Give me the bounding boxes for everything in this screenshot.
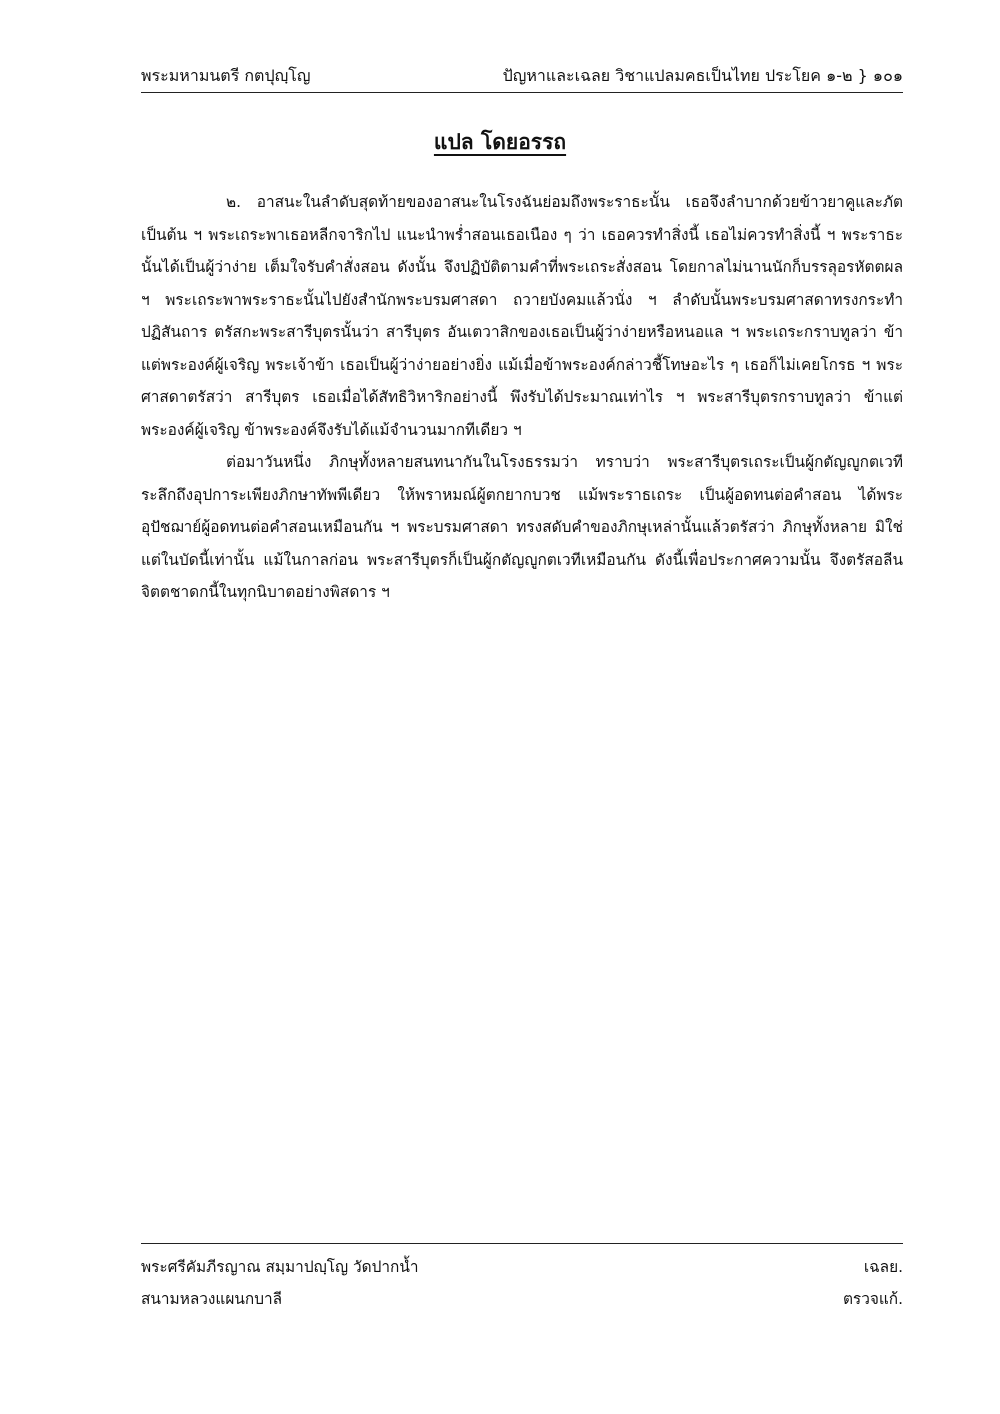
header-book-title: ปัญหาและเฉลย วิชาแปลมคธเป็นไทย ประโยค ๑-๒ } ๑๐๑ xyxy=(502,66,903,85)
footer-review-label: ตรวจแก้. xyxy=(842,1290,903,1308)
header-author: พระมหามนตรี กตปุญฺโญ xyxy=(141,66,311,85)
page-footer xyxy=(141,1243,903,1316)
footer-answer-label: เฉลย. xyxy=(863,1258,903,1276)
page-header xyxy=(141,62,903,93)
footer-answerer: พระศรีคัมภีรญาณ สมฺมาปญฺโญ วัดปากน้ำ xyxy=(141,1258,419,1276)
footer-row-2 xyxy=(141,1280,903,1316)
footer-reviewer: สนามหลวงแผนกบาลี xyxy=(141,1290,283,1308)
section-title: แปล โดยอรรถ xyxy=(433,130,567,154)
body-text xyxy=(141,186,903,609)
paragraph-1: ๒. อาสนะในลำดับสุดท้ายของอาสนะในโรงฉันย่อมถึงพระราธะนั้น เธอจึงลำบากด้วยข้าวยาคูและภัตเป็นต้น ฯ พระเถระพาเธอหลีกจาริกไป แนะนำพร่ำสอนเธอเนือง ๆ ว่า เธอควรทำสิ่งนี้ เธอไม่ควรทำสิ่งนี้ ฯ พระราธะนั้นได้เป็นผู้ว่าง่าย เต็มใจรับคำสั่งสอน ดังนั้น จึงปฏิบัติตามคำที่พระเถระสั่งสอน โดยกาลไม่นานนักก็บรรลุอรหัตตผล ฯ พระเถระพาพระราธะนั้นไปยังสำนักพระบรมศาสดา ถวายบังคมแล้วนั่ง ฯ ลำดับนั้นพระบรมศาสดาทรงกระทำปฏิสันถาร ตรัสกะพระสารีบุตรนั้นว่า สารีบุตร อันเตวาสิกของเธอเป็นผู้ว่าง่ายหรือหนอแล ฯ พระเถระกราบทูลว่า ข้าแต่พระองค์ผู้เจริญ พระเจ้าข้า เธอเป็นผู้ว่าง่ายอย่างยิ่ง แม้เมื่อข้าพระองค์กล่าวชี้โทษอะไร ๆ เธอก็ไม่เคยโกรธ ฯ พระศาสดาตรัสว่า สารีบุตร เธอเมื่อได้สัทธิวิหาริกอย่างนี้ พึงรับได้ประมาณเท่าไร ฯ พระสารีบุตรกราบทูลว่า ข้าแต่พระองค์ผู้เจริญ ข้าพระองค์จึงรับได้แม้จำนวนมากทีเดียว ฯ xyxy=(141,193,903,439)
footer-row-1 xyxy=(141,1244,903,1280)
paragraph-2: ต่อมาวันหนึ่ง ภิกษุทั้งหลายสนทนากันในโรงธรรมว่า ทราบว่า พระสารีบุตรเถระเป็นผู้กตัญญูกตเวที ระลึกถึงอุปการะเพียงภิกษาทัพพีเดียว ให้พราหมณ์ผู้ตกยากบวช แม้พระราธเถระ เป็นผู้อดทนต่อคำสอน ได้พระอุปัชฌาย์ผู้อดทนต่อคำสอนเหมือนกัน ฯ พระบรมศาสดา ทรงสดับคำของภิกษุเหล่านั้นแล้วตรัสว่า ภิกษุทั้งหลาย มิใช่แต่ในบัดนี้เท่านั้น แม้ในกาลก่อน พระสารีบุตรก็เป็นผู้กตัญญูกตเวทีเหมือนกัน ดังนี้เพื่อประกาศความนั้น จึงตรัสอลีนจิตตชาดกนี้ในทุกนิบาตอย่างพิสดาร ฯ xyxy=(141,453,903,601)
section-title-wrap xyxy=(0,126,1000,159)
